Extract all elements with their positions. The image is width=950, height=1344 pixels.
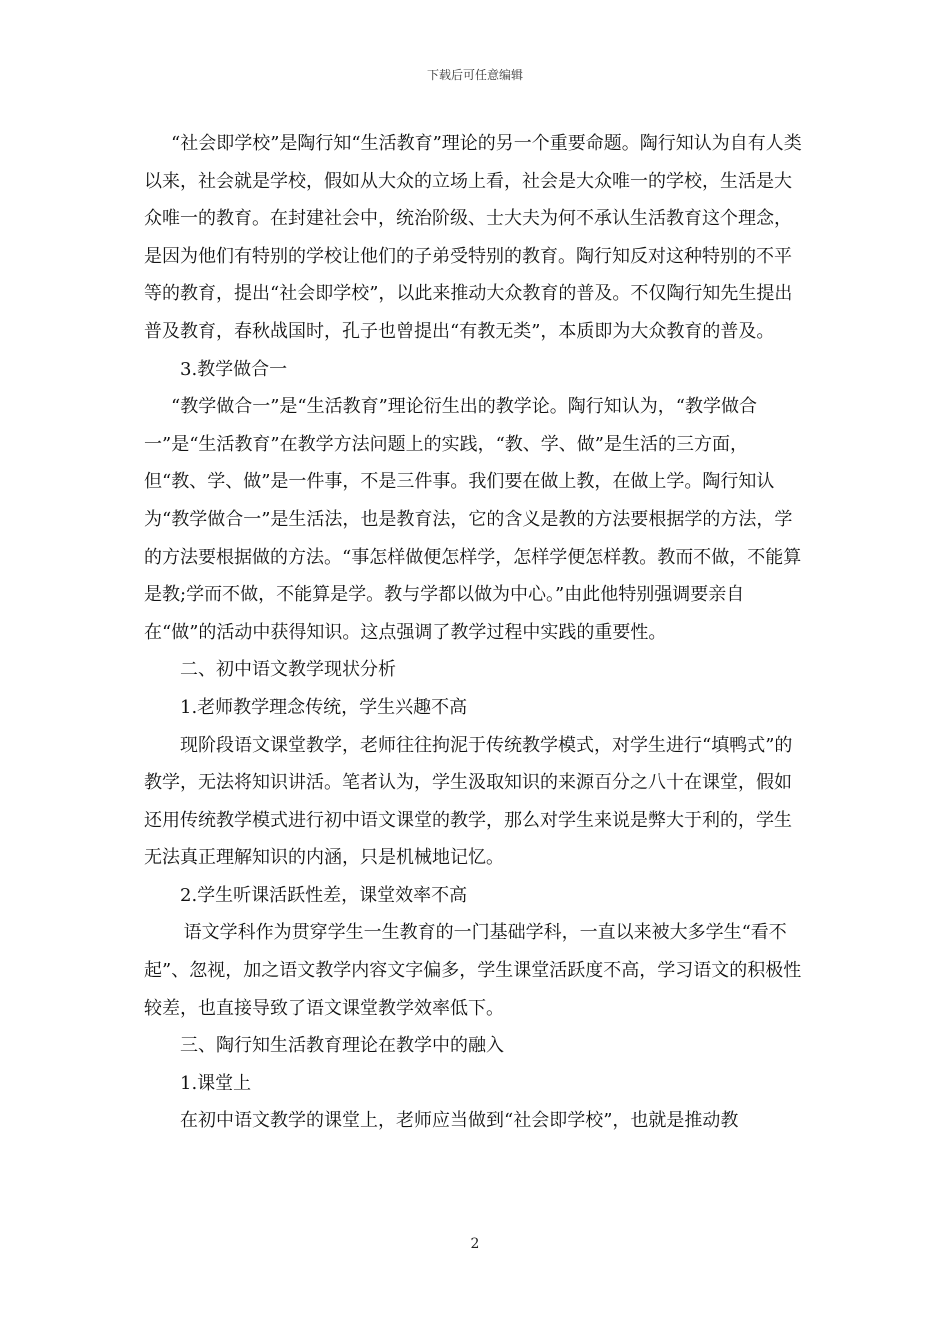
paragraph-traditional-concepts: 现阶段语文课堂教学，老师往往拘泥于传统教学模式，对学生进行“填鸭式”的教学，无法将知识讲活。笔者认为，学生汲取知识的来源百分之八十在课堂，假如还用传统教学模式进行初中语文课堂的教学，那么对学生来说是弊大于利的，学生无法真正理解知识的内涵，只是机械地记忆。 <box>144 734 793 869</box>
page-header: 下载后可任意编辑 <box>426 68 523 82</box>
subheading-low-efficiency: 2.学生听课活跃性差，课堂效率不高 <box>180 884 468 906</box>
paragraph-low-efficiency: 语文学科作为贯穿学生一生教育的一门基础学科，一直以来被大多学生“看不起”、忽视，加之语文教学内容文字偏多，学生课堂活跃度不高，学习语文的积极性较差，也直接导致了语文课堂教学效率低下。 <box>144 922 802 1019</box>
section-heading-integration: 三、陶行知生活教育理论在教学中的融入 <box>180 1035 504 1057</box>
subheading-teach-learn-do: 3.教学做合一 <box>180 358 288 380</box>
paragraph-society-is-school: “社会即学校”是陶行知“生活教育”理论的另一个重要命题。陶行知认为自有人类以来，社会就是学校，假如从大众的立场上看，社会是大众唯一的学校，生活是大众唯一的教育。在封建社会中，统治阶级、士大夫为何不承认生活教育这个理念，是因为他们有特别的学校让他们的子弟受特别的教育。陶行知反对这种特别的不平等的教育，提出“社会即学校”，以此来推动大众教育的普及。不仅陶行知先生提出普及教育，春秋战国时，孔子也曾提出“有教无类”，本质即为大众教育的普及。 <box>144 133 802 342</box>
paragraph-teach-learn-do: “教学做合一”是“生活教育”理论衍生出的教学论。陶行知认为，“教学做合一”是“生活教育”在教学方法问题上的实践，“教、学、做”是生活的三方面，但“教、学、做”是一件事，不是三件事。我们要在做上教，在做上学。陶行知认为“教学做合一”是生活法，也是教育法，它的含义是教的方法要根据学的方法，学的方法要根据做的方法。“事怎样做便怎样学，怎样学便怎样教。教而不做，不能算是教;学而不做，不能算是学。教与学都以做为中心。”由此他特别强调要亲自在“做”的活动中获得知识。这点强调了教学过程中实践的重要性。 <box>144 396 802 643</box>
paragraph-in-class: 在初中语文教学的课堂上，老师应当做到“社会即学校”，也就是推动教 <box>180 1110 739 1132</box>
page-number: 2 <box>470 1236 480 1252</box>
section-heading-current-status: 二、初中语文教学现状分析 <box>180 659 396 681</box>
subheading-traditional-concepts: 1.老师教学理念传统，学生兴趣不高 <box>180 696 468 718</box>
subheading-in-class: 1.课堂上 <box>180 1072 252 1094</box>
document-body <box>144 125 808 1140</box>
